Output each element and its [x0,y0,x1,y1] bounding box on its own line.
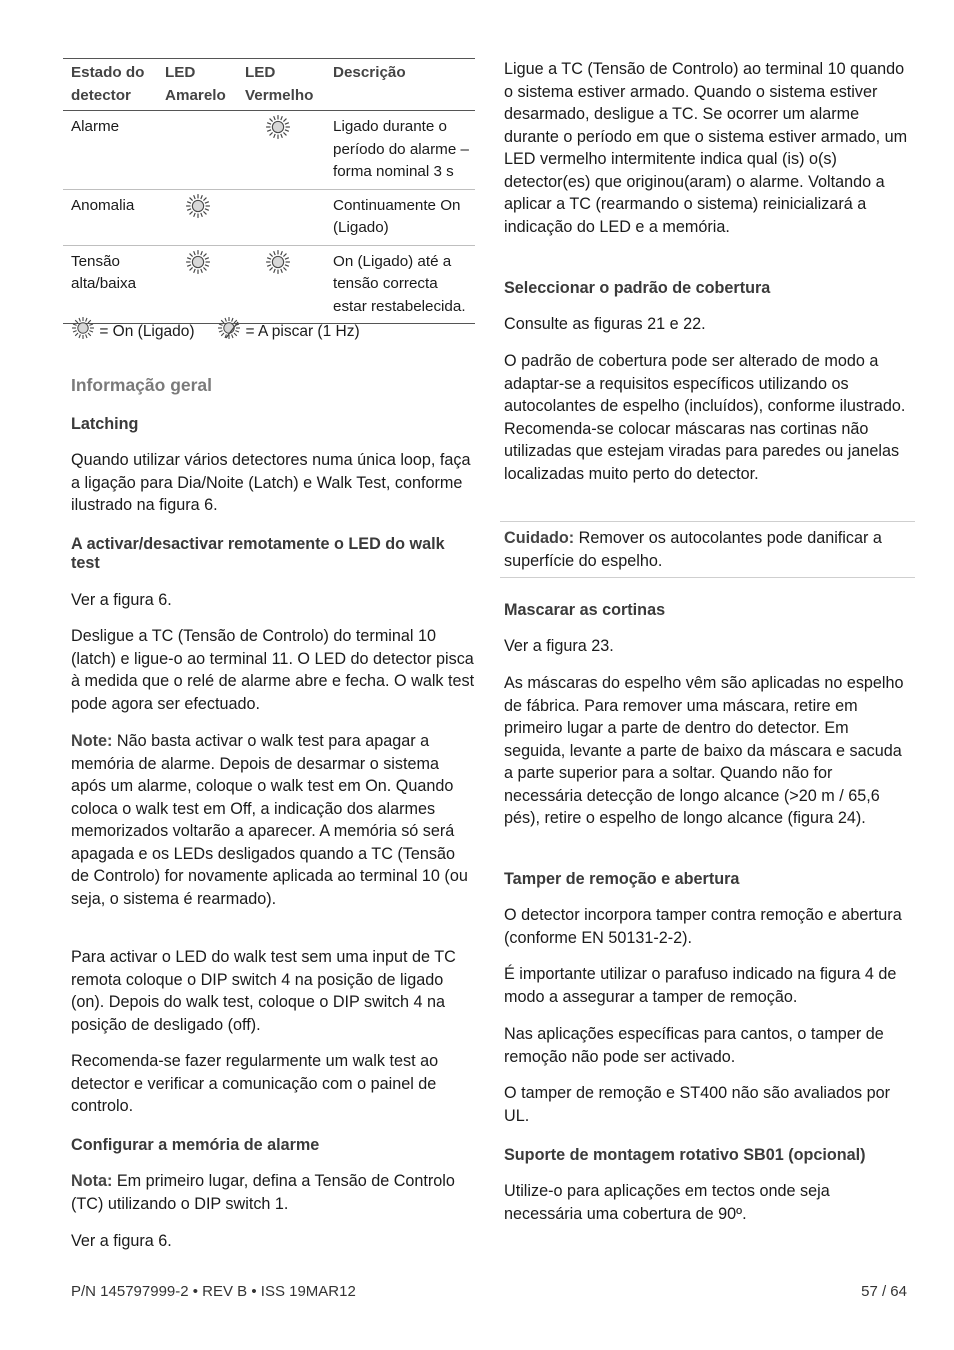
header-detector-state: Estado do detector [63,59,157,111]
memory-heading: Configurar a memória de alarme [71,1136,320,1154]
cell-description: On (Ligado) até a tensão correcta estar restabelecida. [325,245,475,324]
mask-see: Ver a figura 23. [504,637,614,655]
table-header-row [63,59,475,111]
table-row [63,111,475,190]
nota-paragraph [71,1170,475,1215]
cell-led-red [237,189,325,245]
note-paragraph [71,730,475,910]
cell-led-red [237,111,325,190]
dip-text: Para activar o LED do walk test sem uma input de TC remota coloque o DIP switch 4 na posição de ligado (on). Depois do walk test, coloque o DIP switch 4 na posição de desligado (off). [71,948,456,1034]
cell-state: Tensão alta/baixa [63,245,157,324]
tamper-text-1: O detector incorpora tamper contra remoção e abertura (conforme EN 50131-2-2). [504,906,902,947]
cell-led-red [237,245,325,324]
table-row [63,245,475,324]
remote-text: Desligue a TC (Tensão de Controlo) do terminal 10 (latch) e ligue-o ao terminal 11. O LED do detector pisca à medida que o relé de alarme abre e fecha. O walk test pode agora ser efectuado. [71,627,475,713]
latching-text: Quando utilizar vários detectores numa única loop, faça a ligação para Dia/Noite (Latch) e Walk Test, conforme ilustrado na figura 6. [71,451,471,514]
tamper-heading: Tamper de remoção e abertura [504,870,740,888]
footer-part-number: P/N 145797999-2 • REV B • ISS 19MAR12 [71,1283,356,1300]
caution-label: Cuidado: [504,529,575,547]
coverage-text: O padrão de cobertura pode ser alterado de modo a adaptar-se a requisitos específicos utilizando os autocolantes de espelho (incluídos), conforme ilustrado. Recomenda-se colocar máscaras nas cortinas não utilizadas que estejam viradas para paredes ou janelas localizadas muito perto do detector. [504,352,906,483]
recommend-text: Recomenda-se fazer regularmente um walk test ao detector e verificar a comunicação com o painel de controlo. [71,1052,439,1115]
note-text: Não basta activar o walk test para apagar a memória de alarme. Depois de desarmar o sistema após um alarme, coloque o walk test em On. Quando coloca o walk test em Off, a indicação dos alarmes memorizados voltarão a aparecer. A memória só será apagada e os LEDs desligados quando a TC (Tensão de Controlo) for novamente aplicada ao terminal 10 (ou seja, o sistema é rearmado). [71,732,468,908]
coverage-see: Consulte as figuras 21 e 22. [504,315,706,333]
cell-led-yellow [157,245,237,324]
caution-text: Remover os autocolantes pode danificar a superfície do espelho. [504,529,882,570]
legend-blink-label: = A piscar (1 Hz) [245,323,360,340]
bracket-heading: Suporte de montagem rotativo SB01 (opcional) [504,1146,866,1164]
led-on-icon [185,193,211,219]
led-on-icon [71,316,95,340]
tamper-text-2: É importante utilizar o parafuso indicado na figura 4 de modo a assegurar a tamper de remoção. [504,965,897,1006]
cell-led-yellow [157,111,237,190]
led-on-icon [265,114,291,140]
mask-text: As máscaras do espelho vêm são aplicadas no espelho de fábrica. Para remover uma máscara, retire em primeiro lugar a parte de dentro do detector. Em seguida, levante a parte de baixo da máscara e sacuda a parte superior para a soltar. Quando não for necessária detecção de longo alcance (>20 m / 65,6 pés), retire o espelho de longo alcance (figura 24). [504,674,904,827]
mask-heading: Mascarar as cortinas [504,601,666,619]
legend-on-label: = On (Ligado) [99,323,195,340]
cell-state: Anomalia [63,189,157,245]
caution-box [500,521,915,578]
led-on-icon [265,249,291,275]
coverage-heading: Seleccionar o padrão de cobertura [504,279,771,297]
cell-description: Ligado durante o período do alarme – forma nominal 3 s [325,111,475,190]
cell-description: Continuamente On (Ligado) [325,189,475,245]
caution-paragraph [504,527,911,572]
remote-see: Ver a figura 6. [71,591,172,609]
tamper-text-4: O tamper de remoção e ST400 não são avaliados por UL. [504,1084,891,1125]
tc-text: Ligue a TC (Tensão de Controlo) ao terminal 10 quando o sistema estiver armado. Quando o sistema estiver desarmado, desligue a TC. Se ocorrer um alarme durante o período em que o sistema estiver armado, um LED vermelho intermitente indica qual (is) o(s) detector(es) que originou(aram) o alarme. Voltando a aplicar a TC (rearmando o sistema) reinicializará a indicação do LED e a memória. [504,60,908,236]
cell-state: Alarme [63,111,157,190]
header-led-yellow: LED Amarelo [157,59,237,111]
section-title: Informação geral [71,375,213,395]
tamper-text-3: Nas aplicações específicas para cantos, o tamper de remoção não pode ser activado. [504,1025,884,1066]
note-label: Note: [71,732,113,750]
nota-text: Em primeiro lugar, defina a Tensão de Controlo (TC) utilizando o DIP switch 1. [71,1172,455,1213]
nota-label: Nota: [71,1172,113,1190]
remote-heading: A activar/desactivar remotamente o LED do walk test [71,535,445,572]
header-led-red: LED Vermelho [237,59,325,111]
table-row [63,189,475,245]
led-status-table [63,58,475,324]
cell-led-yellow [157,189,237,245]
memory-see: Ver a figura 6. [71,1232,172,1250]
footer-page-number: 57 / 64 [861,1283,907,1300]
led-legend [71,316,360,341]
led-on-icon [185,249,211,275]
bracket-text: Utilize-o para aplicações em tectos onde seja necessária uma cobertura de 90º. [504,1182,830,1223]
led-blink-icon [217,316,241,340]
header-description: Descrição [325,59,475,111]
latching-heading: Latching [71,415,139,433]
